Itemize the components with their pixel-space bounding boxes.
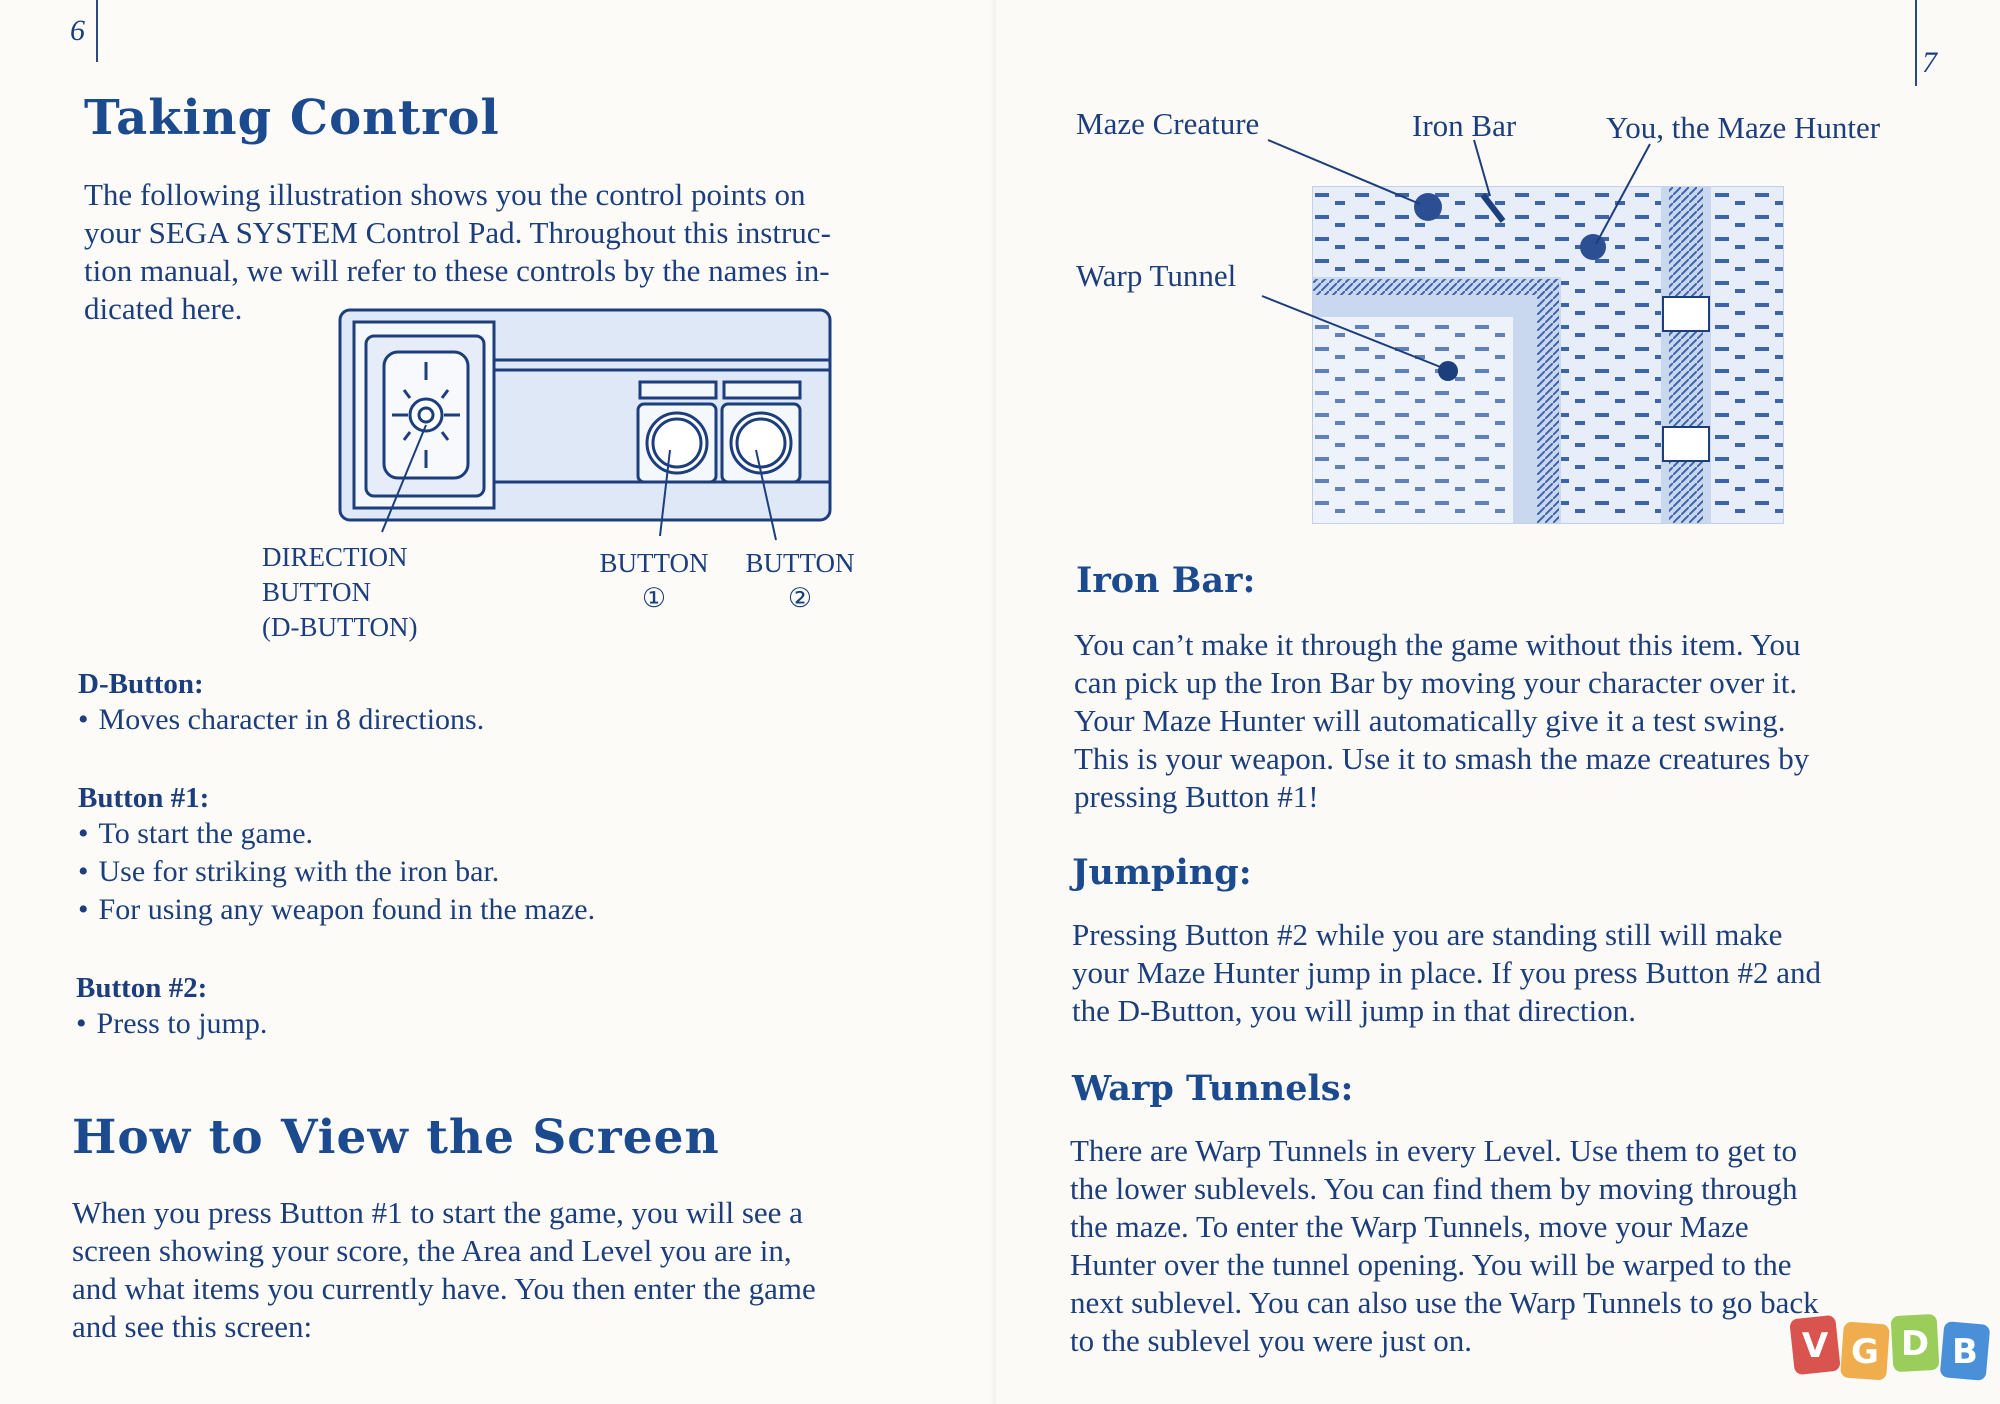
paragraph-line: the lower sublevels. You can find them by moving through — [1070, 1171, 1798, 1206]
callout-iron-bar: Iron Bar — [1412, 108, 1517, 143]
section-title-taking-control: Taking Control — [84, 90, 500, 146]
paragraph-line: You can’t make it through the game without this item. You — [1074, 627, 1801, 662]
iron-bar-paragraph — [1074, 626, 1974, 816]
paragraph-line: the D-Button, you will jump in that direction. — [1072, 993, 1636, 1028]
paragraph-line: and what items you currently have. You then enter the game — [72, 1271, 816, 1306]
paragraph-line: and see this screen: — [72, 1309, 313, 1344]
watermark-letter: D — [1900, 1324, 1930, 1364]
page-number-right: 7 — [1922, 46, 1937, 79]
heading-warp-tunnels: Warp Tunnels: — [1072, 1068, 1354, 1109]
label-line: BUTTON — [262, 577, 372, 607]
control-bullet: • Moves character in 8 directions. — [78, 701, 484, 739]
watermark-letter: V — [1801, 1326, 1829, 1366]
jumping-paragraph — [1072, 916, 1982, 1030]
heading-iron-bar: Iron Bar: — [1076, 560, 1256, 601]
callout-maze-creature: Maze Creature — [1076, 106, 1260, 141]
paragraph-line: screen showing your score, the Area and Level you are in, — [72, 1233, 792, 1268]
paragraph-line: Hunter over the tunnel opening. You will be warped to the — [1070, 1247, 1792, 1282]
paragraph-line: When you press Button #1 to start the game, you will see a — [72, 1195, 803, 1230]
intro-line: your SEGA SYSTEM Control Pad. Throughout this instruc- — [84, 215, 831, 250]
paragraph-line: to the sublevel you were just on. — [1070, 1323, 1473, 1358]
vgdb-watermark-logo — [1790, 1313, 1995, 1383]
heading-jumping: Jumping: — [1072, 852, 1252, 893]
paragraph-line: There are Warp Tunnels in every Level. Use them to get to — [1070, 1133, 1797, 1168]
page-number-left: 6 — [70, 14, 85, 47]
control-bullet: • For using any weapon found in the maze. — [78, 891, 595, 929]
control-heading: Button #2: — [76, 972, 208, 1004]
paragraph-line: This is your weapon. Use it to smash the maze creatures by — [1074, 741, 1810, 776]
paragraph-line: your Maze Hunter jump in place. If you press Button #2 and — [1072, 955, 1821, 990]
watermark-letter: G — [1851, 1332, 1879, 1372]
paragraph-line: pressing Button #1! — [1074, 779, 1319, 814]
control-bullet: • Use for striking with the iron bar. — [78, 853, 595, 891]
intro-line: tion manual, we will refer to these controls by the names in- — [84, 253, 830, 288]
paragraph-line: the maze. To enter the Warp Tunnels, move your Maze — [1070, 1209, 1749, 1244]
label-line: DIRECTION — [262, 542, 408, 572]
paragraph-line: can pick up the Iron Bar by moving your character over it. — [1074, 665, 1798, 700]
paragraph-line: Your Maze Hunter will automatically give it a test swing. — [1074, 703, 1786, 738]
label-line: (D-BUTTON) — [262, 612, 418, 642]
paragraph-line: next sublevel. You can also use the Warp Tunnels to go back — [1070, 1285, 1819, 1320]
control-heading: Button #1: — [78, 782, 210, 814]
intro-line: The following illustration shows you the control points on — [84, 177, 806, 212]
callout-maze-hunter: You, the Maze Hunter — [1606, 110, 1881, 145]
button1-mark: ① — [641, 583, 667, 613]
label-line: BUTTON — [599, 548, 709, 578]
intro-line: dicated here. — [84, 291, 243, 326]
paragraph-line: Pressing Button #2 while you are standing still will make — [1072, 917, 1783, 952]
label-line: BUTTON — [745, 548, 855, 578]
control-bullet: • To start the game. — [78, 815, 595, 853]
callout-warp-tunnel: Warp Tunnel — [1076, 258, 1237, 293]
section-title-view-screen: How to View the Screen — [72, 1110, 720, 1165]
control-heading: D-Button: — [78, 668, 204, 700]
button2-mark: ② — [787, 583, 813, 613]
control-bullet: • Press to jump. — [76, 1005, 267, 1043]
watermark-letter: B — [1952, 1332, 1978, 1372]
